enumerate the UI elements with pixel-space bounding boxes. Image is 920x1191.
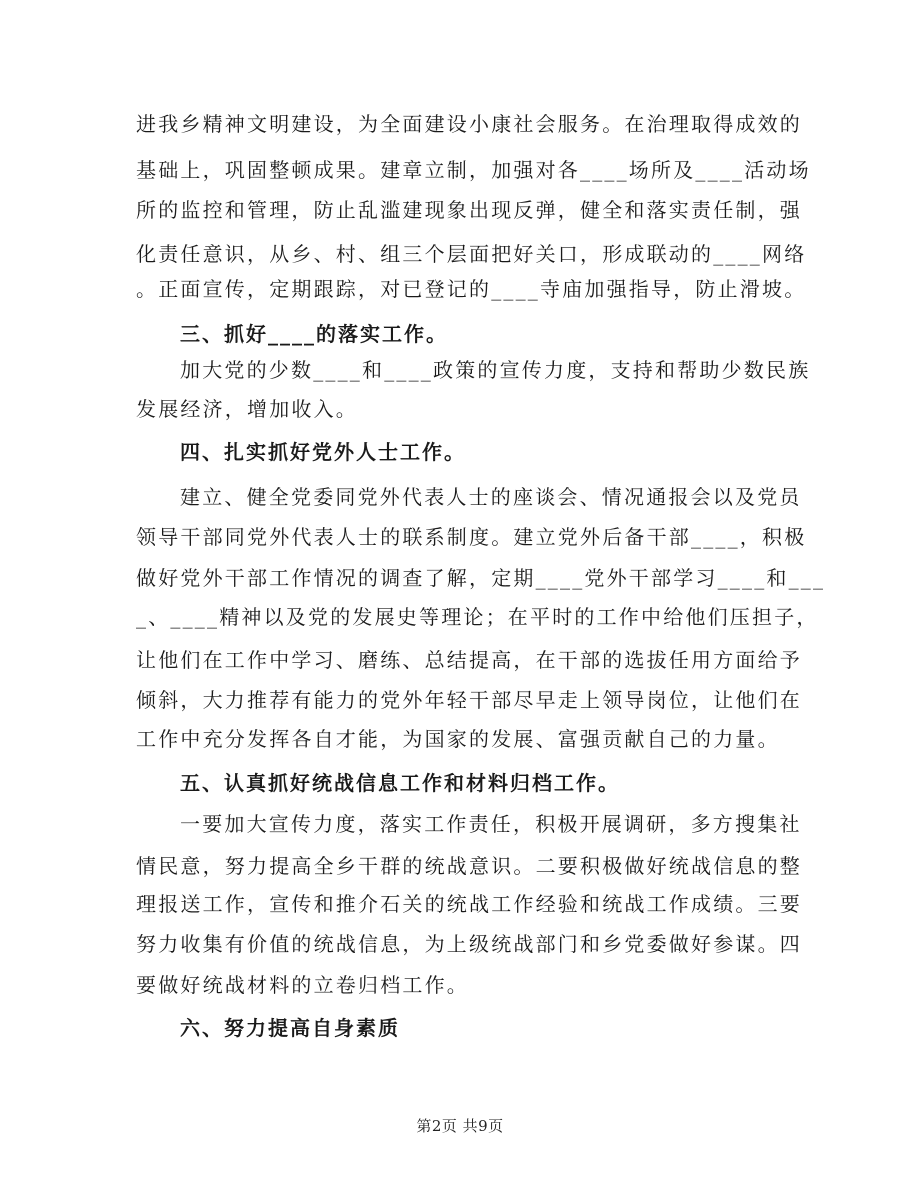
section-heading: 五、认真抓好统战信息工作和材料归档工作。 xyxy=(180,771,620,795)
paragraph-line: 要做好统战材料的立卷归档工作。 xyxy=(136,973,469,997)
paragraph-line: 领导干部同党外代表人士的联系制度。建立党外后备干部____，积极 xyxy=(136,525,807,549)
paragraph-line: 建立、健全党委同党外代表人士的座谈会、情况通报会以及党员 xyxy=(180,485,802,509)
paragraph-line: 进我乡精神文明建设，为全面建设小康社会服务。在治理取得成效的 xyxy=(136,112,802,136)
paragraph-line: 发展经济，增加收入。 xyxy=(136,397,358,421)
paragraph-line: 基础上，巩固整顿成果。建章立制，加强对各____场所及____活动场 xyxy=(136,158,811,182)
paragraph-line: 做好党外干部工作情况的调查了解，定期____党外干部学习____和___ xyxy=(136,566,826,590)
section-heading: 四、扎实抓好党外人士工作。 xyxy=(180,440,466,464)
page-number: 第2页 共9页 xyxy=(416,1117,504,1135)
paragraph-line: 让他们在工作中学习、磨练、总结提高，在干部的选拔任用方面给予 xyxy=(136,648,802,672)
paragraph-line: 。正面宣传，定期跟踪，对已登记的____寺庙加强指导，防止滑坡。 xyxy=(136,277,807,301)
section-heading: 六、努力提高自身素质 xyxy=(180,1016,400,1040)
paragraph-line: 努力收集有价值的统战信息，为上级统战部门和乡党委做好参谋。四 xyxy=(136,932,802,956)
paragraph-line: 一要加大宣传力度，落实工作责任，积极开展调研，多方搜集社 xyxy=(180,812,802,836)
section-heading: 三、抓好____的落实工作。 xyxy=(180,322,448,346)
paragraph-line: 情民意，努力提高全乡干群的统战意识。二要积极做好统战信息的整 xyxy=(136,854,802,878)
paragraph-line: 工作中充分发挥各自才能，为国家的发展、富强贡献自己的力量。 xyxy=(136,727,780,751)
paragraph-line: 理报送工作，宣传和推介石关的统战工作经验和统战工作成绩。三要 xyxy=(136,892,802,916)
paragraph-line: 倾斜，大力推荐有能力的党外年轻干部尽早走上领导岗位，让他们在 xyxy=(136,688,802,712)
paragraph-line: 化责任意识，从乡、村、组三个层面把好关口，形成联动的____网络 xyxy=(136,242,807,266)
paragraph-line: _、____精神以及党的发展史等理论；在平时的工作中给他们压担子， xyxy=(136,605,819,629)
paragraph-line: 所的监控和管理，防止乱滥建现象出现反弹，健全和落实责任制，强 xyxy=(136,198,802,222)
paragraph-line: 加大党的少数____和____政策的宣传力度，支持和帮助少数民族 xyxy=(180,358,811,382)
